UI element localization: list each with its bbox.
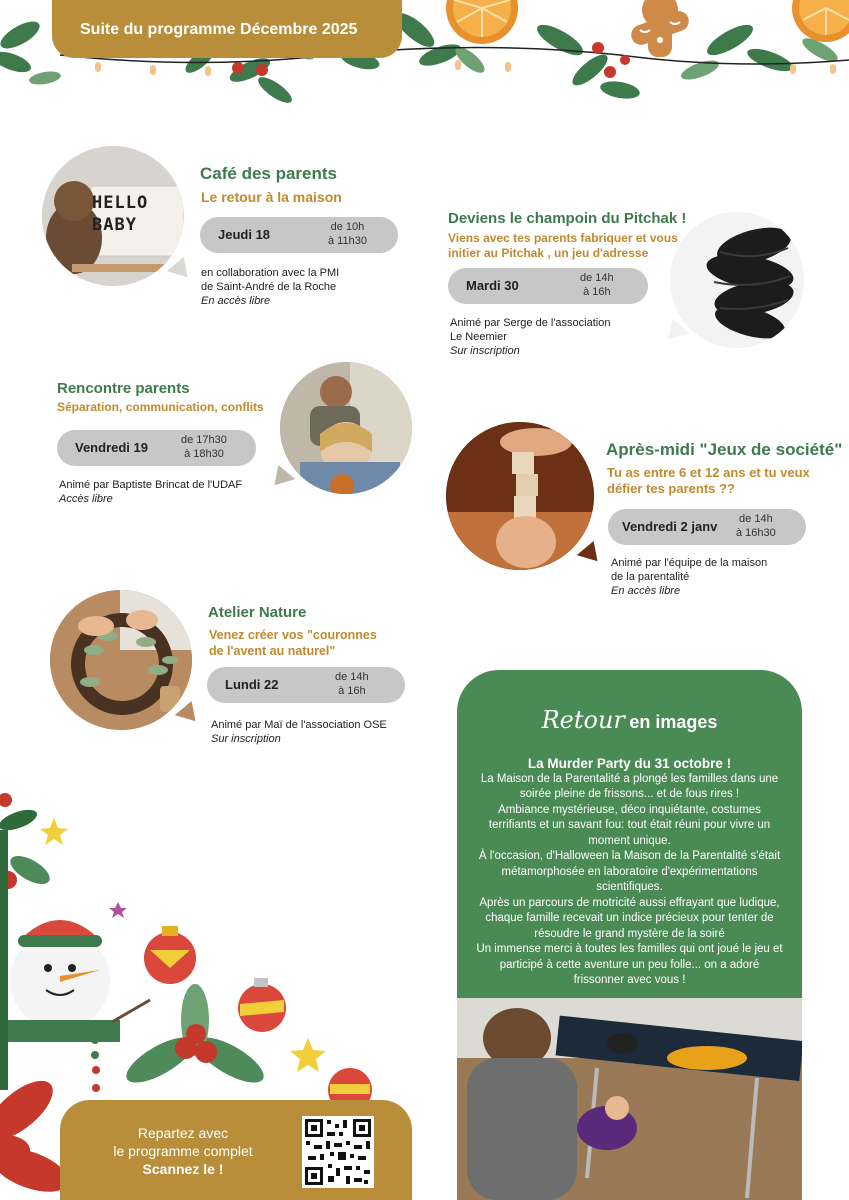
event-day: Mardi 30 [466, 278, 519, 293]
event-title: Café des parents [200, 164, 337, 183]
event-time: de 10h à 11h30 [328, 221, 367, 247]
header-garland [0, 0, 849, 110]
event-date-pill [608, 509, 806, 545]
event-subtitle: Séparation, communication, conflits [57, 400, 264, 414]
gingerbread-icon [628, 0, 691, 57]
event-photo [670, 212, 804, 348]
event-time: de 14h à 16h30 [736, 513, 776, 539]
event-subtitle: Viens avec tes parents fabriquer et vous initier au Pitchak , un jeu d'adresse [448, 231, 678, 260]
event-info: Animé par Maï de l'association OSE Sur inscription [211, 718, 441, 746]
event-date-pill [57, 430, 256, 466]
event-access-mode: Sur inscription [450, 345, 520, 357]
photo-bubble-tail [577, 541, 605, 569]
event-time: de 17h30 à 18h30 [181, 434, 227, 460]
event-info: Animé par l'équipe de la maison de la parentalité En accès libre [611, 556, 831, 598]
retour-photo [457, 998, 802, 1200]
event-date-pill [448, 268, 648, 304]
cta-text: Repartez avec le programme complet Scannez le ! [113, 1125, 253, 1177]
photo-bubble-tail [175, 701, 203, 729]
event-info: Animé par Serge de l'association Le Neemier Sur inscription [450, 316, 670, 358]
event-time: de 14h à 16h [580, 272, 614, 298]
photo-bubble-tail [167, 257, 195, 285]
program-cta-box [60, 1100, 412, 1200]
event-time: de 14h à 16h [335, 671, 369, 697]
ornament-icon [238, 978, 286, 1032]
event-access-mode: Accès libre [59, 493, 113, 505]
event-title: Atelier Nature [208, 604, 307, 621]
event-info: Animé par Baptiste Brincat de l'UDAF Accès libre [59, 478, 289, 506]
event-access-mode: Sur inscription [211, 733, 281, 745]
event-title: Deviens le champoin du Pitchak ! [448, 210, 687, 227]
event-date-pill [207, 667, 405, 703]
star-icon [109, 902, 127, 918]
orange-slice-icon [792, 0, 849, 42]
qr-code-icon[interactable] [302, 1116, 374, 1188]
event-day: Vendredi 2 janv [622, 519, 718, 534]
event-subtitle: Venez créer vos "couronnes de l'avent au naturel" [209, 628, 377, 658]
retour-heading: Retour en images [541, 706, 718, 734]
retour-text: La Murder Party du 31 octobre ! La Maison de la Parentalité a plongé les familles dans une soirée pleine de frissons... et de fous rires ! Ambiance mystérieuse, déco inquiétante, costumes terrifiants et un savant fou: tout était réuni pour vivre un moment unique. À l'occasion, d'Halloween la Maison de la Parentalité s'était métamorphosée en laboratoire d'expérimentations scientifiques. Après un parcours de motricité aussi effrayant que ludique, chaque famille recevait un indice précieux pour tenter de résoudre le grand mystère de la soiré Un immense merci à toutes les familles qui ont joué le jeu et participé à cette aventure un peu folle... on a adoré frissonner avec vous ! [476, 756, 783, 986]
event-access-mode: En accès libre [611, 585, 681, 597]
event-access-mode: En accès libre [201, 295, 271, 307]
event-day: Vendredi 19 [75, 440, 148, 455]
event-photo [50, 590, 192, 730]
event-photo [280, 362, 412, 494]
orange-slice-icon [446, 0, 518, 44]
holly-icon [0, 793, 54, 890]
event-title: Après-midi "Jeux de société" [606, 440, 843, 459]
retour-lead: La Murder Party du 31 octobre ! [527, 756, 732, 771]
event-subtitle: Le retour à la maison [201, 189, 342, 205]
event-day: Jeudi 18 [218, 227, 271, 242]
event-photo [446, 422, 594, 570]
event-title: Rencontre parents [57, 380, 190, 397]
retour-en-images-panel [457, 670, 802, 1000]
snowman-icon [0, 920, 120, 1042]
event-date-pill [200, 217, 398, 253]
event-subtitle: Tu as entre 6 et 12 ans et tu veux défier tes parents ?? [607, 465, 810, 496]
page-title: Suite du programme Décembre 2025 [80, 21, 358, 38]
event-info: en collaboration avec la PMI de Saint-André de la Roche En accès libre [201, 266, 421, 308]
event-day: Lundi 22 [225, 677, 279, 692]
photo-lightbox-text: HELLO BABY [92, 193, 149, 235]
star-icon [290, 1038, 326, 1072]
star-icon [40, 818, 68, 845]
ornament-icon [144, 926, 196, 984]
